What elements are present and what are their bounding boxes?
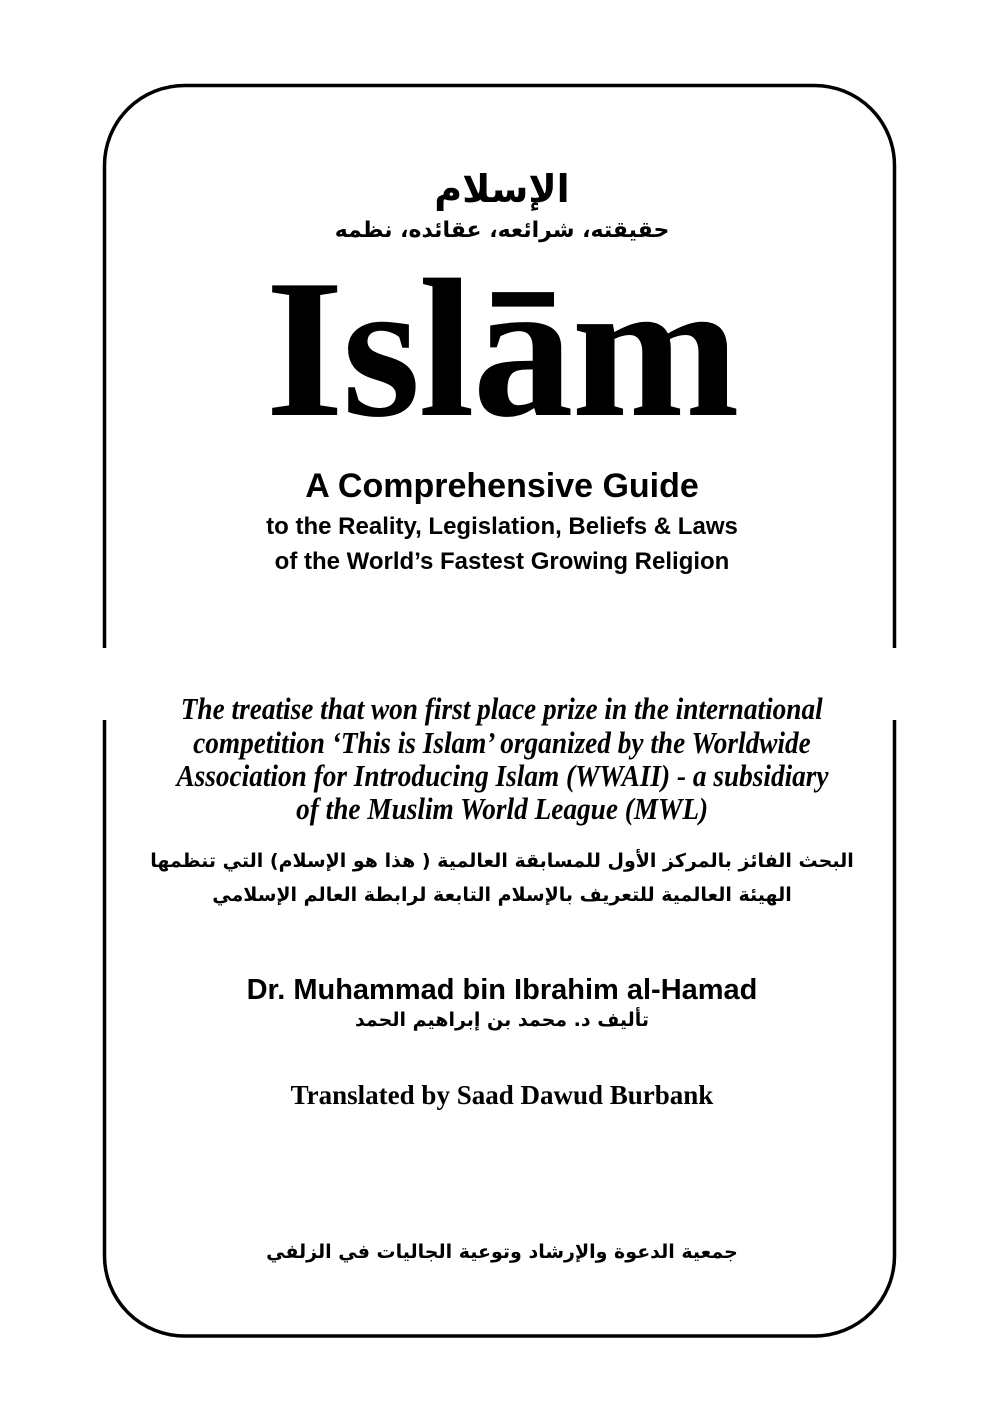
arabic-author-name: تأليف د. محمد بن إبراهيم الحمد	[354, 1009, 650, 1031]
award-line-4	[0, 793, 1004, 824]
award-line-1-text: The treatise that won first place prize in the international	[181, 691, 823, 726]
award-line-2-text: competition ‘This is Islam’ organized by the Worldwide	[193, 725, 811, 760]
arabic-title: الإسلام	[434, 167, 570, 211]
arabic-award-line-2: الهيئة العالمية للتعريف بالإسلام التابعة لرابطة العالم الإسلامي	[212, 884, 792, 906]
subtitle: A Comprehensive Guide	[305, 467, 699, 505]
arabic-award-line-1: البحث الفائز بالمركز الأول للمسابقة العالمية ( هذا هو الإسلام) التي تنظمها	[150, 850, 854, 872]
award-line-4-text: of the Muslim World League (MWL)	[295, 791, 709, 826]
award-line-3-text: Association for Introducing Islam (WWAII) - a subsidiary	[175, 758, 829, 793]
main-title-text: Islām	[265, 239, 739, 458]
translator-credit: Translated by Saad Dawud Burbank	[290, 1080, 714, 1110]
arabic-subtitle: حقيقته، شرائعه، عقائده، نظمه	[334, 218, 670, 243]
author-name: Dr. Muhammad bin Ibrahim al-Hamad	[246, 974, 758, 1006]
arabic-publisher: جمعية الدعوة والإرشاد وتوعية الجاليات في الزلفي	[266, 1241, 738, 1263]
subtitle-line-1: to the Reality, Legislation, Beliefs & Laws	[266, 513, 738, 540]
award-line-3	[0, 760, 1004, 791]
main-title	[0, 239, 1004, 458]
subtitle-line-2: of the World’s Fastest Growing Religion	[274, 548, 730, 575]
award-line-1	[0, 693, 1004, 724]
award-line-2	[0, 727, 1004, 758]
